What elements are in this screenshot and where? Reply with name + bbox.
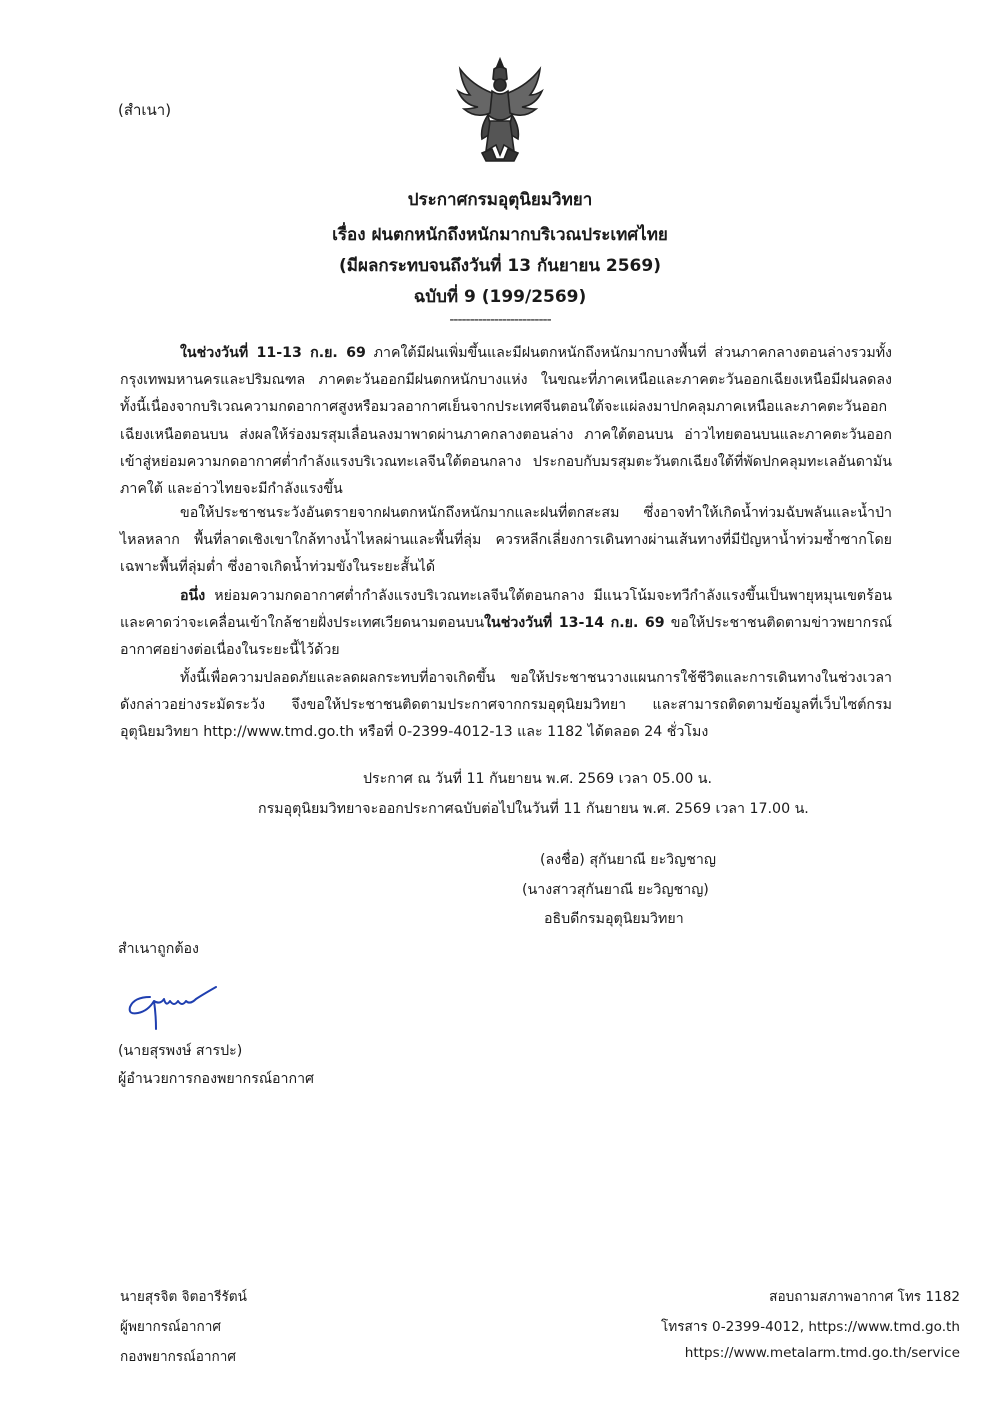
garuda-emblem-icon <box>452 55 548 165</box>
forecaster-division: กองพยากรณ์อากาศ <box>120 1349 237 1365</box>
signed-line: (ลงชื่อ) สุกันยาณี ยะวิญชาญ <box>540 852 716 868</box>
certified-copy-label: สำเนาถูกต้อง <box>118 941 199 957</box>
announcement-effective-date: (มีผลกระทบจนถึงวันที่ 13 กันยายน 2569) <box>339 256 661 276</box>
announcement-subject: เรื่อง ฝนตกหนักถึงหนักมากบริเวณประเทศไทย <box>332 225 668 245</box>
paragraph-warning: ขอให้ประชาชนระวังอันตรายจากฝนตกหนักถึงหนักมากและฝนที่ตกสะสม ซึ่งอาจทำให้เกิดน้ำท่วมฉับพลันและน้ำป่าไหลหลาก พื้นที่ลาดเชิงเขาใกล้ทางน้ำไหลผ่านและพื้นที่ลุ่ม ควรหลีกเลี่ยงการเดินทางผ่านเส้นทางที่มีปัญหาน้ำท่วมซ้ำซากโดยเฉพาะพื้นที่ลุ่มต่ำ ซึ่งอาจเกิดน้ำท่วมขังในระยะสั้นได้ <box>120 505 892 576</box>
paragraph-safety: ทั้งนี้เพื่อความปลอดภัยและลดผลกระทบที่อาจเกิดขึ้น ขอให้ประชาชนวางแผนการใช้ชีวิตและการเดินทางในช่วงเวลาดังกล่าวอย่างระมัดระวัง จึงขอให้ประชาชนติดตามประกาศจากกรมอุตุนิยมวิทยา และสามารถติดตามข้อมูลที่เว็บไซต์กรมอุตุนิยมวิทยา http://www.tmd.go.th หรือที่ 0-2399-4012-13 และ 1182 ได้ตลอด 24 ชั่วโมง <box>120 670 892 741</box>
certifier-position: ผู้อำนวยการกองพยากรณ์อากาศ <box>118 1071 315 1087</box>
forecast-period: ในช่วงวันที่ 11-13 ก.ย. 69 <box>180 345 366 361</box>
header-divider: ------------------------- <box>449 312 551 328</box>
service-url: https://www.metalarm.tmd.go.th/service <box>684 1345 960 1361</box>
announcement-title: ประกาศกรมอุตุนิยมวิทยา <box>407 190 593 210</box>
storm-period: ในช่วงวันที่ 13-14 ก.ย. 69 <box>484 615 665 632</box>
announcement-date: ประกาศ ณ วันที่ 11 กันยายน พ.ศ. 2569 เวลา 05.00 น. <box>363 771 712 787</box>
paragraph-forecast <box>120 340 892 503</box>
fax-and-website: โทรสาร 0-2399-4012, https://www.tmd.go.th <box>660 1319 960 1335</box>
storm-note-text-end: ขอให้ประชาชนติดตามข่าวพยากรณ์อากาศอย่างต่อเนื่องในระยะนี้ไว้ด้วย <box>120 615 892 659</box>
forecaster-name: นายสุรจิต จิตอารีรัตน์ <box>120 1289 247 1305</box>
next-announcement: กรมอุตุนิยมวิทยาจะออกประกาศฉบับต่อไปในวันที่ 11 กันยายน พ.ศ. 2569 เวลา 17.00 น. <box>258 801 809 817</box>
forecast-text: ภาคใต้มีฝนเพิ่มขึ้นและมีฝนตกหนักถึงหนักมากบางพื้นที่ ส่วนภาคกลางตอนล่างรวมทั้งกรุงเทพมหานครและปริมณฑล ภาคตะวันออกมีฝนตกหนักบางแห่ง ในขณะที่ภาคเหนือและภาคตะวันออกเฉียงเหนือมีฝนลดลง ทั้งนี้เนื่องจากบริเวณความกดอากาศสูงหรือมวลอากาศเย็นจากประเทศจีนตอนใต้จะแผ่ลงมาปกคลุมภาคเหนือและภาคตะวันออกเฉียงเหนือตอนบน ส่งผลให้ร่องมรสุมเลื่อนลงมาพาดผ่านภาคกลางตอนล่าง ภาคใต้ตอนบน อ่าวไทยตอนบนและภาคตะวันออก เข้าสู่หย่อมความกดอากาศต่ำกำลังแรงบริเวณทะเลจีนใต้ตอนกลาง ประกอบกับมรสุมตะวันตกเฉียงใต้ที่พัดปกคลุมทะเลอันดามัน ภาคใต้ และอ่าวไทยจะมีกำลังแรงขึ้น <box>120 345 892 498</box>
signatory-name: (นางสาวสุกันยาณี ยะวิญชาญ) <box>522 882 709 898</box>
weather-hotline: สอบถามสภาพอากาศ โทร 1182 <box>769 1289 960 1305</box>
announcement-issue-number: ฉบับที่ 9 (199/2569) <box>413 287 587 307</box>
signatory-position: อธิบดีกรมอุตุนิยมวิทยา <box>544 911 684 927</box>
paragraph-storm-note <box>120 583 892 665</box>
handwritten-signature-icon <box>120 975 230 1035</box>
storm-note-label: อนึ่ง <box>180 588 206 604</box>
forecaster-role: ผู้พยากรณ์อากาศ <box>120 1319 221 1335</box>
storm-note-text: หย่อมความกดอากาศต่ำกำลังแรงบริเวณทะเลจีนใต้ตอนกลาง มีแนวโน้มจะทวีกำลังแรงขึ้นเป็นพายุหมุนเขตร้อนและคาดว่าจะเคลื่อนเข้าใกล้ชายฝั่งประเทศเวียดนามตอนบน <box>120 588 892 632</box>
copy-label: (สำเนา) <box>118 101 172 119</box>
certifier-name: (นายสุรพงษ์ สารปะ) <box>118 1043 243 1059</box>
